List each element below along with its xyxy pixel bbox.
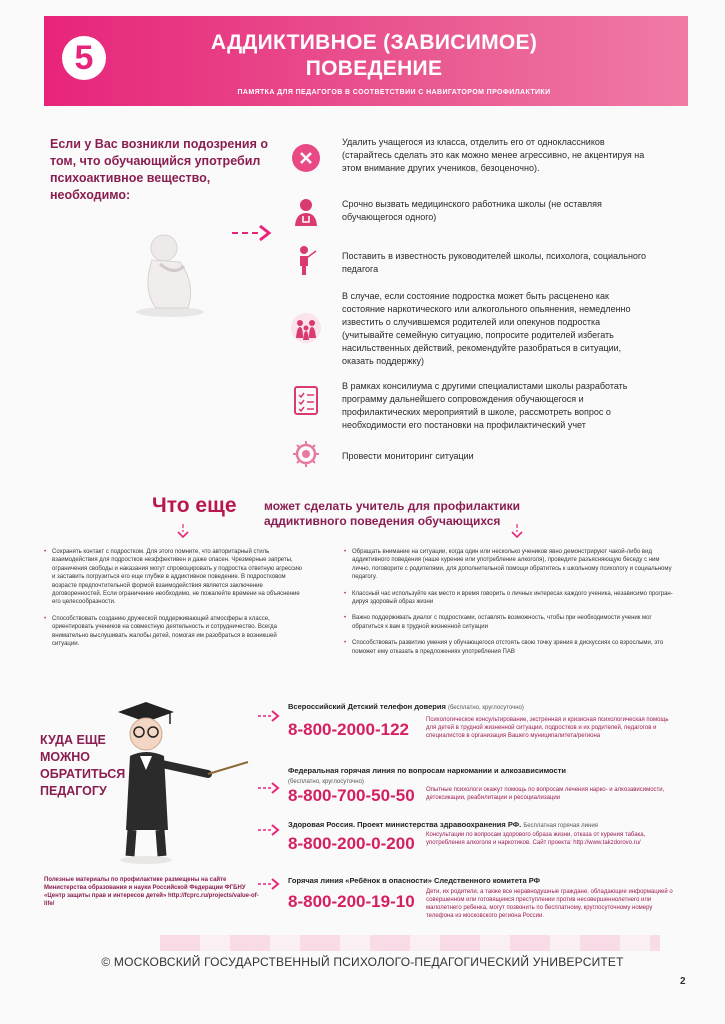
step-remove-student (290, 136, 650, 186)
hotline-name: Всероссийский Детский телефон доверия (бесплатно, круглосуточно) (288, 702, 524, 711)
step-council-program (290, 380, 650, 436)
checklist-icon (290, 384, 322, 416)
header-banner (44, 16, 688, 106)
teacher-illustration (108, 700, 258, 865)
decorative-band (160, 935, 660, 951)
cross-circle-icon (290, 142, 322, 174)
hotline-phone[interactable]: 8-800-200-19-10 (288, 892, 415, 911)
intro-text: Если у Вас возникли подозрения о том, что обучающийся употребил психоактивное вещество, необходимо: (50, 137, 269, 202)
list-item: • Важно поддерживать диалог с подростками, оставлять возможность, чтобы при необходимости ученик мог обратиться к вам в трудной жизненной ситуации (344, 614, 678, 631)
step-text: Удалить учащегося из класса, отделить его от одноклассников (старайтесь сделать это как можно менее агрессивно, не акцентируя на этом внимание других учеников, безоценочно). (342, 137, 645, 173)
hotline-name: Горячая линия «Ребёнок в опасности» Следственного комитета РФ (288, 876, 541, 885)
section-number-badge: 5 (62, 36, 106, 80)
hotline-name: Федеральная горячая линия по вопросам наркомании и алкозависимости (бесплатно, круглосуточно) (288, 766, 566, 785)
what-else-subheading: может сделать учитель для профилактики аддиктивного поведения обучающихся (264, 499, 521, 528)
hotline-child-in-danger (258, 876, 678, 936)
step-call-doctor (290, 196, 650, 230)
hotline-healthy-russia (258, 820, 678, 872)
page-subtitle: ПАМЯТКА ДЛЯ ПЕДАГОГОВ В СООТВЕТСТВИИ С НАВИГАТОРОМ ПРОФИЛАКТИКИ (237, 89, 551, 96)
arrow-right-icon (258, 878, 280, 890)
step-text: Поставить в известность руководителей школы, психолога, социального педагога (342, 251, 647, 274)
page-title: АДДИКТИВНОЕ (ЗАВИСИМОЕ) ПОВЕДЕНИЕ (210, 31, 538, 80)
materials-note: Полезные материалы по профилактике размещены на сайте Министерства образования и науки Российской Федерации ФГБНУ «Центр защиты прав и интересов детей» http://fcprc.ru/projects/value-of-life/ (44, 877, 259, 907)
hotline-narcotics (258, 766, 678, 818)
what-else-heading: Что еще (152, 494, 237, 517)
hotline-description: Опытные психологи окажут помощь по вопросам лечения нарко- и алкозависимости, детоксикации, реабилитации и ресоциализации (426, 787, 665, 801)
list-item: • Способствовать развитию умения у обучающегося отстоять свою точку зрения в дискуссиях со взрослыми, это поможет ему отказать в предложениях употребления ПАВ (344, 639, 678, 656)
sad-teen-illustration (130, 220, 210, 320)
step-monitoring (290, 438, 650, 470)
list-item: • Сохранять контакт с подростком. Для этого помните, что авторитарный стиль взаимодействия для подростков неэффективен и даже опасен. Чрезмерные запреты, ограничения свободы и наказания могут спровоцировать у подростка ответную агрессию и заставить погрузиться его еще глубже в аддиктивное поведение. В подростковом возрасте предпочтительной формой взаимодействия является заключение договоренностей. Если ограничение необходимо, не пожалейте времени на объяснение его целесообразности. (44, 548, 302, 607)
step-inform-parents (290, 290, 650, 370)
list-item: • Классный час используйте как место и время говорить о личных интересах каждого ученика, независимо програн-дируя здоровый образ жизни (344, 590, 678, 607)
arrow-right-icon (258, 710, 280, 722)
chevron-down-icon (176, 524, 190, 538)
page-number: 2 (680, 976, 686, 987)
hotline-phone[interactable]: 8-800-200-0-200 (288, 834, 415, 853)
step-text: Срочно вызвать медицинского работника школы (не оставляя обучающегося одного) (342, 199, 602, 222)
chevron-down-icon (510, 524, 524, 538)
hotline-children-trust (258, 702, 678, 764)
step-notify-leaders (290, 244, 650, 278)
hotline-description: Дети, их родители, а также все неравнодушные граждане, обладающие информацией о совершенном или готовящемся преступлении против несовершеннолетнего или малолетнего ребенка, могут позвонить по бесплатному, круглосуточному номеру телефона из московского региона России. (426, 889, 673, 919)
arrow-right-icon (232, 224, 272, 242)
where-else-heading: КУДА ЕЩЕ МОЖНО ОБРАТИТЬСЯ ПЕДАГОГУ (40, 733, 126, 798)
tips-right-list (344, 548, 678, 664)
step-text: В рамках консилиума с другими специалистами школы разработать программу дальнейшего сопровождения обучающегося и профилактических мероприятий в школе, рассмотреть вопрос о необходимости его постановки на профилактический учет (342, 381, 628, 430)
hotline-phone[interactable]: 8-800-700-50-50 (288, 786, 415, 805)
family-icon (290, 312, 322, 344)
footer-copyright: © МОСКОВСКИЙ ГОСУДАРСТВЕННЫЙ ПСИХОЛОГО-ПЕДАГОГИЧЕСКИЙ УНИВЕРСИТЕТ (101, 955, 624, 969)
hotline-name: Здоровая Россия. Проект министерства здравоохранения РФ. Бесплатная горячая линия (288, 820, 598, 829)
list-item: • Способствовать созданию дружеской поддерживающей атмосферы в классе, ориентировать учеников на совместную деятельность и сотрудничество. Всегда внимательно выслушивать жалобы детей, помогая им разобраться в возникшей ситуации. (44, 615, 302, 649)
list-item: • Обращать внимание на ситуации, когда один или несколько учеников явно демонстрируют чакой-либо вид аддиктивного поведения (наше курение или употребление алкоголя), проведите разъясняющую беседу с ним лично, поговорите с родителями, для дополнительной помощи обратитесь к школьному психологу и социальному педагогу. (344, 548, 678, 582)
doctor-icon (290, 196, 322, 228)
hotline-description: Консультации по вопросам здорового образа жизни, отказа от курения табака, употребления алкоголя и наркотиков. Сайт проекта: http://www.takzdorovo.ru/ (426, 832, 646, 846)
arrow-right-icon (258, 782, 280, 794)
step-text: В случае, если состояние подростка может быть расценено как состояние наркотического или алкогольного опьянения, немедленно известить о случившемся родителей или опекунов подростка (учитывайте семейную ситуацию, попросите родителей избегать насильственных действий, рекомендуйте разобраться в ситуации, оказать поддержку) (342, 291, 631, 366)
arrow-right-icon (258, 824, 280, 836)
hotline-phone[interactable]: 8-800-2000-122 (288, 720, 409, 739)
hotline-description: Психологическое консультирование, экстренная и кризисная психологическая помощь для детей в трудной жизненной ситуации, подростков и их родителей, педагогов и специалистов в организация Вашего муниципалитета/региона (426, 717, 669, 739)
tips-left-list (44, 548, 302, 656)
teacher-pointer-icon (290, 244, 322, 276)
step-text: Провести мониторинг ситуации (342, 451, 474, 461)
monitoring-gear-icon (290, 438, 322, 470)
